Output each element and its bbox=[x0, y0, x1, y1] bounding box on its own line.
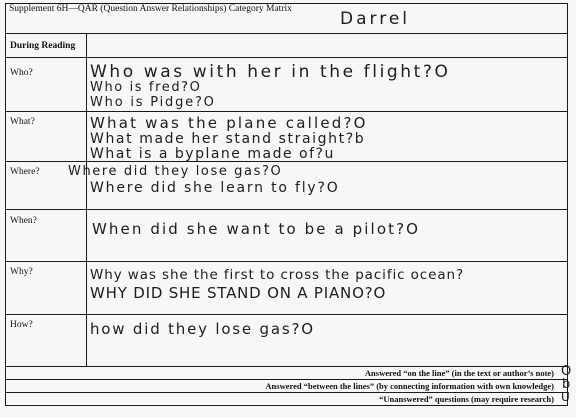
table-border-left bbox=[5, 3, 6, 406]
title-row-divider bbox=[5, 33, 568, 34]
category-who-label: Who? bbox=[10, 68, 33, 78]
handwritten-question: When did she want to be a pilot?O bbox=[92, 220, 421, 238]
handwritten-question: Who is Pidge?O bbox=[90, 95, 216, 110]
row-divider bbox=[5, 209, 568, 210]
handwritten-question: how did they lose gas?O bbox=[90, 320, 315, 338]
worksheet-title: Supplement 6H—QAR (Question Answer Relationships) Category Matrix bbox=[9, 4, 292, 14]
handwritten-question: Who is fred?O bbox=[90, 80, 202, 95]
table-border-bottom bbox=[5, 405, 568, 406]
column-divider bbox=[86, 33, 87, 366]
handwritten-question: Why was she the first to cross the pacific ocean? bbox=[90, 267, 465, 283]
handwritten-question: Where did she learn to fly?O bbox=[90, 180, 340, 196]
category-why-label: Why? bbox=[10, 267, 33, 277]
handwritten-question: WHY DID SHE STAND ON A PIANO?O bbox=[90, 284, 387, 302]
row-divider bbox=[5, 57, 568, 58]
category-what-label: What? bbox=[10, 117, 35, 127]
legend-divider bbox=[5, 392, 568, 393]
legend-mark: U bbox=[561, 390, 570, 404]
handwritten-question: What made her stand straight?b bbox=[90, 131, 366, 147]
handwritten-question: What is a byplane made of?u bbox=[90, 146, 335, 162]
legend-mark: O bbox=[561, 364, 572, 379]
handwritten-question: Who was with her in the flight?O bbox=[90, 62, 451, 82]
row-divider bbox=[5, 314, 568, 315]
legend-between-the-lines: Answered “between the lines” (by connecting information with own knowledge) bbox=[265, 381, 554, 391]
category-how-label: How? bbox=[10, 320, 33, 330]
row-divider bbox=[5, 366, 568, 367]
row-divider bbox=[5, 111, 568, 112]
handwritten-question: Where did they lose gas?O bbox=[68, 164, 283, 179]
row-divider bbox=[5, 261, 568, 262]
during-reading-header: During Reading bbox=[10, 41, 76, 51]
category-where-label: Where? bbox=[10, 167, 40, 177]
table-border-right bbox=[567, 3, 568, 406]
legend-on-the-line: Answered “on the line” (in the text or author’s note) bbox=[364, 368, 554, 378]
legend-divider bbox=[5, 379, 568, 380]
legend-mark: b bbox=[562, 377, 571, 392]
category-when-label: When? bbox=[10, 216, 37, 226]
handwritten-question: What was the plane called?O bbox=[90, 114, 368, 132]
legend-unanswered: “Unanswered” questions (may require research) bbox=[379, 394, 554, 404]
student-name: Darrel bbox=[340, 9, 410, 29]
